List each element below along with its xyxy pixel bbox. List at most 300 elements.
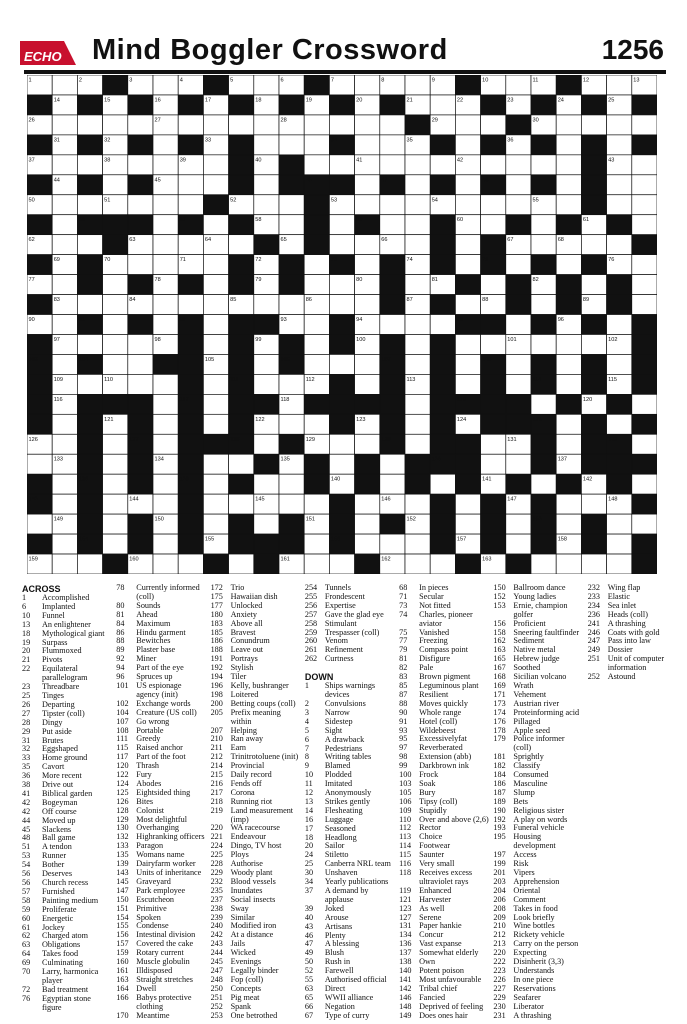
grid-cell[interactable] xyxy=(405,75,430,95)
grid-cell[interactable] xyxy=(103,334,128,354)
grid-cell[interactable] xyxy=(455,494,480,514)
grid-cell[interactable] xyxy=(556,334,581,354)
grid-cell[interactable] xyxy=(380,115,405,135)
grid-cell[interactable] xyxy=(304,554,329,574)
grid-cell[interactable] xyxy=(153,295,178,315)
grid-cell[interactable] xyxy=(355,434,380,454)
grid-cell[interactable] xyxy=(153,255,178,275)
grid-cell[interactable] xyxy=(128,155,153,175)
grid-cell[interactable] xyxy=(77,374,102,394)
grid-cell[interactable] xyxy=(506,354,531,374)
grid-cell[interactable] xyxy=(556,354,581,374)
grid-cell[interactable] xyxy=(304,115,329,135)
grid-cell[interactable] xyxy=(607,75,632,95)
grid-cell[interactable] xyxy=(178,195,203,215)
clue-text: Imitated xyxy=(324,779,353,789)
clue-text: Pass into law xyxy=(607,636,651,646)
grid-cell[interactable] xyxy=(203,175,228,195)
grid-cell[interactable] xyxy=(531,554,556,574)
grid-cell[interactable] xyxy=(632,394,657,414)
grid-cell[interactable] xyxy=(481,155,506,175)
grid-cell[interactable] xyxy=(103,295,128,315)
clue-text: Exchange words xyxy=(136,698,191,708)
grid-cell[interactable] xyxy=(632,255,657,275)
grid-cell[interactable] xyxy=(355,135,380,155)
grid-cell[interactable] xyxy=(632,514,657,534)
grid-cell[interactable] xyxy=(279,494,304,514)
grid-cell[interactable] xyxy=(506,514,531,534)
grid-cell[interactable] xyxy=(607,195,632,215)
grid-cell[interactable] xyxy=(153,554,178,574)
grid-cell[interactable] xyxy=(632,295,657,315)
clue-text: Frondescent xyxy=(324,591,365,601)
grid-cell[interactable] xyxy=(405,334,430,354)
clue-item xyxy=(493,673,583,682)
grid-cell[interactable] xyxy=(128,334,153,354)
grid-cell[interactable] xyxy=(581,334,606,354)
grid-cell[interactable] xyxy=(380,155,405,175)
grid-cell[interactable] xyxy=(405,175,430,195)
grid-cell[interactable] xyxy=(304,534,329,554)
grid-cell[interactable] xyxy=(254,434,279,454)
grid-cell[interactable] xyxy=(279,474,304,494)
grid-cell[interactable] xyxy=(254,115,279,135)
grid-block xyxy=(27,215,52,235)
clue-number: 204 xyxy=(493,885,506,895)
clue-item xyxy=(399,655,489,664)
grid-cell[interactable] xyxy=(153,215,178,235)
grid-cell[interactable] xyxy=(128,255,153,275)
grid-cell[interactable] xyxy=(556,494,581,514)
grid-cell[interactable] xyxy=(405,414,430,434)
clue-text: Corona xyxy=(230,787,255,797)
grid-cell[interactable] xyxy=(329,275,354,295)
grid-cell[interactable] xyxy=(581,235,606,255)
grid-cell[interactable] xyxy=(203,414,228,434)
grid-cell[interactable] xyxy=(556,155,581,175)
grid-cell[interactable] xyxy=(52,534,77,554)
grid-cell[interactable] xyxy=(153,315,178,335)
grid-cell[interactable] xyxy=(531,334,556,354)
grid-cell[interactable] xyxy=(455,354,480,374)
grid-cell[interactable] xyxy=(229,115,254,135)
grid-cell[interactable] xyxy=(153,75,178,95)
grid-cell[interactable] xyxy=(355,514,380,534)
cell-number: 147 xyxy=(507,496,517,503)
grid-block xyxy=(430,334,455,354)
grid-cell[interactable] xyxy=(178,235,203,255)
grid-cell[interactable] xyxy=(455,334,480,354)
grid-cell[interactable] xyxy=(355,534,380,554)
grid-cell[interactable] xyxy=(405,155,430,175)
grid-cell[interactable] xyxy=(355,175,380,195)
grid-cell[interactable] xyxy=(52,155,77,175)
grid-cell[interactable] xyxy=(203,454,228,474)
grid-cell[interactable] xyxy=(430,95,455,115)
grid-cell[interactable] xyxy=(632,474,657,494)
grid-cell[interactable] xyxy=(506,534,531,554)
grid-cell[interactable] xyxy=(531,155,556,175)
grid-cell[interactable] xyxy=(632,115,657,135)
grid-cell[interactable] xyxy=(153,394,178,414)
grid-cell[interactable] xyxy=(203,494,228,514)
grid-cell[interactable] xyxy=(52,115,77,135)
grid-cell[interactable] xyxy=(52,434,77,454)
grid-cell[interactable] xyxy=(203,295,228,315)
grid-cell[interactable] xyxy=(455,514,480,534)
grid-cell[interactable] xyxy=(203,155,228,175)
grid-cell[interactable] xyxy=(455,175,480,195)
clue-number: 185 xyxy=(210,627,223,637)
grid-cell[interactable] xyxy=(481,195,506,215)
grid-cell[interactable] xyxy=(380,534,405,554)
grid-cell[interactable] xyxy=(329,155,354,175)
grid-cell[interactable] xyxy=(355,115,380,135)
grid-cell[interactable] xyxy=(430,155,455,175)
grid-cell[interactable] xyxy=(556,115,581,135)
grid-cell[interactable] xyxy=(329,354,354,374)
grid-cell[interactable] xyxy=(481,434,506,454)
grid-cell[interactable] xyxy=(229,494,254,514)
clue-number: 257 xyxy=(304,609,318,619)
clue-item xyxy=(22,630,112,639)
grid-cell[interactable] xyxy=(607,514,632,534)
grid-cell[interactable] xyxy=(455,255,480,275)
grid-cell[interactable] xyxy=(380,195,405,215)
grid-cell[interactable] xyxy=(27,454,52,474)
grid-cell[interactable] xyxy=(632,215,657,235)
grid-cell[interactable] xyxy=(254,175,279,195)
grid-cell[interactable] xyxy=(128,115,153,135)
clue-text: Bravest xyxy=(230,627,256,637)
grid-cell[interactable] xyxy=(506,315,531,335)
grid-cell[interactable] xyxy=(304,494,329,514)
grid-cell[interactable] xyxy=(229,454,254,474)
grid-cell[interactable] xyxy=(103,454,128,474)
grid-cell[interactable] xyxy=(77,334,102,354)
grid-cell[interactable] xyxy=(506,175,531,195)
grid-cell[interactable] xyxy=(355,255,380,275)
clue-text: As well xyxy=(419,903,445,913)
grid-cell[interactable] xyxy=(506,255,531,275)
grid-cell[interactable] xyxy=(103,275,128,295)
grid-cell[interactable] xyxy=(254,75,279,95)
grid-cell[interactable] xyxy=(254,354,279,374)
grid-cell[interactable] xyxy=(52,354,77,374)
grid-cell[interactable] xyxy=(329,115,354,135)
grid-cell[interactable] xyxy=(153,195,178,215)
grid-cell[interactable] xyxy=(279,195,304,215)
grid-cell[interactable] xyxy=(632,275,657,295)
grid-cell[interactable] xyxy=(607,554,632,574)
grid-cell[interactable] xyxy=(52,494,77,514)
crossword-grid[interactable] xyxy=(27,75,657,574)
grid-cell[interactable] xyxy=(304,155,329,175)
grid-cell[interactable] xyxy=(52,75,77,95)
grid-cell[interactable] xyxy=(153,155,178,175)
grid-cell[interactable] xyxy=(380,315,405,335)
grid-cell[interactable] xyxy=(380,215,405,235)
grid-cell[interactable] xyxy=(279,374,304,394)
grid-cell[interactable] xyxy=(506,374,531,394)
grid-cell[interactable] xyxy=(581,275,606,295)
grid-cell[interactable] xyxy=(405,354,430,374)
grid-cell[interactable] xyxy=(254,295,279,315)
clue-text: A play on words xyxy=(513,814,568,824)
grid-cell[interactable] xyxy=(607,115,632,135)
grid-cell[interactable] xyxy=(405,534,430,554)
grid-cell[interactable] xyxy=(254,374,279,394)
grid-cell[interactable] xyxy=(455,235,480,255)
clue-text: Enhanced xyxy=(419,885,452,895)
grid-cell[interactable] xyxy=(77,554,102,574)
grid-cell[interactable] xyxy=(405,215,430,235)
grid-cell[interactable] xyxy=(405,315,430,335)
grid-cell[interactable] xyxy=(607,414,632,434)
grid-cell[interactable] xyxy=(254,474,279,494)
clue-text: Rickety vehicle xyxy=(513,930,565,940)
grid-cell[interactable] xyxy=(178,295,203,315)
grid-cell[interactable] xyxy=(632,195,657,215)
clue-number: 248 xyxy=(210,974,223,984)
grid-cell[interactable] xyxy=(178,554,203,574)
grid-cell[interactable] xyxy=(581,494,606,514)
grid-cell[interactable] xyxy=(607,135,632,155)
grid-cell[interactable] xyxy=(304,334,329,354)
grid-cell[interactable] xyxy=(581,115,606,135)
clue-number: 141 xyxy=(399,974,412,984)
grid-cell[interactable] xyxy=(430,315,455,335)
grid-cell[interactable] xyxy=(304,255,329,275)
grid-cell[interactable] xyxy=(103,494,128,514)
grid-cell[interactable] xyxy=(153,474,178,494)
grid-cell[interactable] xyxy=(103,434,128,454)
grid-cell[interactable] xyxy=(178,175,203,195)
grid-cell[interactable] xyxy=(103,534,128,554)
grid-cell[interactable] xyxy=(52,315,77,335)
grid-cell[interactable] xyxy=(103,175,128,195)
grid-cell[interactable] xyxy=(556,175,581,195)
clue-text: Sailor xyxy=(324,841,345,851)
clue-number: 122 xyxy=(116,770,129,780)
grid-cell[interactable] xyxy=(279,295,304,315)
grid-cell[interactable] xyxy=(531,295,556,315)
grid-block xyxy=(430,494,455,514)
grid-cell[interactable] xyxy=(103,474,128,494)
grid-cell[interactable] xyxy=(556,135,581,155)
clue-number: 13 xyxy=(304,796,314,806)
grid-cell[interactable] xyxy=(178,115,203,135)
grid-cell[interactable] xyxy=(405,494,430,514)
grid-cell[interactable] xyxy=(380,135,405,155)
grid-cell[interactable] xyxy=(481,275,506,295)
clue-number: 80 xyxy=(116,600,125,610)
grid-cell[interactable] xyxy=(203,394,228,414)
grid-cell[interactable] xyxy=(531,215,556,235)
grid-cell[interactable] xyxy=(430,554,455,574)
grid-cell[interactable] xyxy=(405,434,430,454)
grid-cell[interactable] xyxy=(506,155,531,175)
grid-cell[interactable] xyxy=(103,315,128,335)
grid-cell[interactable] xyxy=(329,295,354,315)
grid-cell[interactable] xyxy=(153,414,178,434)
grid-cell[interactable] xyxy=(203,374,228,394)
clue-text: Curtness xyxy=(324,654,354,664)
grid-cell[interactable] xyxy=(455,295,480,315)
grid-cell[interactable] xyxy=(229,235,254,255)
grid-cell[interactable] xyxy=(27,514,52,534)
grid-cell[interactable] xyxy=(153,135,178,155)
grid-cell[interactable] xyxy=(203,334,228,354)
grid-cell[interactable] xyxy=(355,235,380,255)
grid-cell[interactable] xyxy=(52,554,77,574)
clue-text: Oriental xyxy=(513,885,541,895)
grid-cell[interactable] xyxy=(153,494,178,514)
grid-cell[interactable] xyxy=(607,354,632,374)
grid-cell[interactable] xyxy=(455,374,480,394)
grid-cell[interactable] xyxy=(355,195,380,215)
grid-cell[interactable] xyxy=(52,275,77,295)
grid-cell[interactable] xyxy=(481,334,506,354)
grid-cell[interactable] xyxy=(380,474,405,494)
grid-cell[interactable] xyxy=(481,115,506,135)
grid-cell[interactable] xyxy=(607,235,632,255)
grid-cell[interactable] xyxy=(77,155,102,175)
grid-cell[interactable] xyxy=(405,195,430,215)
clue-text: Arouse xyxy=(324,912,349,922)
grid-cell[interactable] xyxy=(556,195,581,215)
clue-text: Vehement xyxy=(513,689,547,699)
grid-cell[interactable] xyxy=(279,215,304,235)
grid-cell[interactable] xyxy=(279,135,304,155)
grid-cell[interactable] xyxy=(355,374,380,394)
grid-cell[interactable] xyxy=(52,195,77,215)
grid-cell[interactable] xyxy=(556,255,581,275)
grid-block xyxy=(581,414,606,434)
grid-cell[interactable] xyxy=(203,514,228,534)
grid-cell[interactable] xyxy=(355,494,380,514)
grid-cell[interactable] xyxy=(329,434,354,454)
grid-cell[interactable] xyxy=(203,115,228,135)
grid-cell[interactable] xyxy=(531,474,556,494)
grid-cell[interactable] xyxy=(153,374,178,394)
grid-cell[interactable] xyxy=(153,534,178,554)
cell-number: 87 xyxy=(406,297,413,304)
grid-cell[interactable] xyxy=(329,215,354,235)
grid-cell[interactable] xyxy=(607,175,632,195)
grid-cell[interactable] xyxy=(77,195,102,215)
grid-cell[interactable] xyxy=(52,414,77,434)
grid-cell[interactable] xyxy=(405,554,430,574)
grid-cell[interactable] xyxy=(304,414,329,434)
grid-cell[interactable] xyxy=(380,454,405,474)
grid-cell[interactable] xyxy=(531,235,556,255)
grid-cell[interactable] xyxy=(128,374,153,394)
grid-cell[interactable] xyxy=(556,434,581,454)
grid-cell[interactable] xyxy=(632,155,657,175)
grid-cell[interactable] xyxy=(455,115,480,135)
clue-item xyxy=(305,842,395,851)
grid-cell[interactable] xyxy=(455,195,480,215)
grid-cell[interactable] xyxy=(153,235,178,255)
grid-cell[interactable] xyxy=(355,295,380,315)
grid-cell[interactable] xyxy=(481,215,506,235)
grid-cell[interactable] xyxy=(455,135,480,155)
grid-cell[interactable] xyxy=(103,354,128,374)
grid-cell[interactable] xyxy=(556,374,581,394)
grid-cell[interactable] xyxy=(607,315,632,335)
grid-cell[interactable] xyxy=(203,215,228,235)
grid-cell[interactable] xyxy=(405,394,430,414)
grid-cell[interactable] xyxy=(52,235,77,255)
grid-cell[interactable] xyxy=(556,414,581,434)
grid-cell[interactable] xyxy=(128,195,153,215)
grid-cell[interactable] xyxy=(128,354,153,374)
grid-cell[interactable] xyxy=(153,434,178,454)
grid-cell[interactable] xyxy=(77,235,102,255)
grid-cell[interactable] xyxy=(405,275,430,295)
grid-cell[interactable] xyxy=(77,295,102,315)
clue-text: Heads (coll) xyxy=(607,609,648,619)
cell-number: 79 xyxy=(255,277,262,284)
grid-cell[interactable] xyxy=(279,414,304,434)
grid-cell[interactable] xyxy=(329,554,354,574)
grid-cell[interactable] xyxy=(506,195,531,215)
grid-block xyxy=(581,95,606,115)
grid-cell[interactable] xyxy=(254,195,279,215)
grid-cell[interactable] xyxy=(329,235,354,255)
grid-cell[interactable] xyxy=(581,554,606,574)
clue-text: Sidestep xyxy=(324,716,353,726)
grid-cell[interactable] xyxy=(254,135,279,155)
clue-number: 50 xyxy=(304,957,314,967)
grid-cell[interactable] xyxy=(506,75,531,95)
grid-cell[interactable] xyxy=(304,315,329,335)
grid-cell[interactable] xyxy=(632,434,657,454)
grid-cell[interactable] xyxy=(304,135,329,155)
grid-cell[interactable] xyxy=(355,75,380,95)
grid-cell[interactable] xyxy=(304,275,329,295)
grid-cell[interactable] xyxy=(607,534,632,554)
grid-cell[interactable] xyxy=(506,454,531,474)
grid-cell[interactable] xyxy=(430,474,455,494)
clue-number: 20 xyxy=(22,646,31,656)
grid-cell[interactable] xyxy=(229,554,254,574)
grid-cell[interactable] xyxy=(203,275,228,295)
grid-cell[interactable] xyxy=(52,215,77,235)
grid-cell[interactable] xyxy=(355,354,380,374)
grid-cell[interactable] xyxy=(329,454,354,474)
grid-cell[interactable] xyxy=(304,354,329,374)
grid-cell[interactable] xyxy=(531,394,556,414)
grid-cell[interactable] xyxy=(203,474,228,494)
grid-cell[interactable] xyxy=(77,115,102,135)
grid-cell[interactable] xyxy=(203,255,228,275)
grid-cell[interactable] xyxy=(254,514,279,534)
grid-cell[interactable] xyxy=(103,115,128,135)
grid-cell[interactable] xyxy=(52,474,77,494)
grid-cell[interactable] xyxy=(481,454,506,474)
grid-cell[interactable] xyxy=(203,315,228,335)
grid-cell[interactable] xyxy=(103,514,128,534)
grid-cell[interactable] xyxy=(556,514,581,534)
clue-number: 10 xyxy=(304,770,314,780)
grid-cell[interactable] xyxy=(632,175,657,195)
grid-cell[interactable] xyxy=(556,554,581,574)
grid-cell[interactable] xyxy=(405,235,430,255)
clue-number: 140 xyxy=(399,965,412,975)
clue-item xyxy=(493,602,583,620)
